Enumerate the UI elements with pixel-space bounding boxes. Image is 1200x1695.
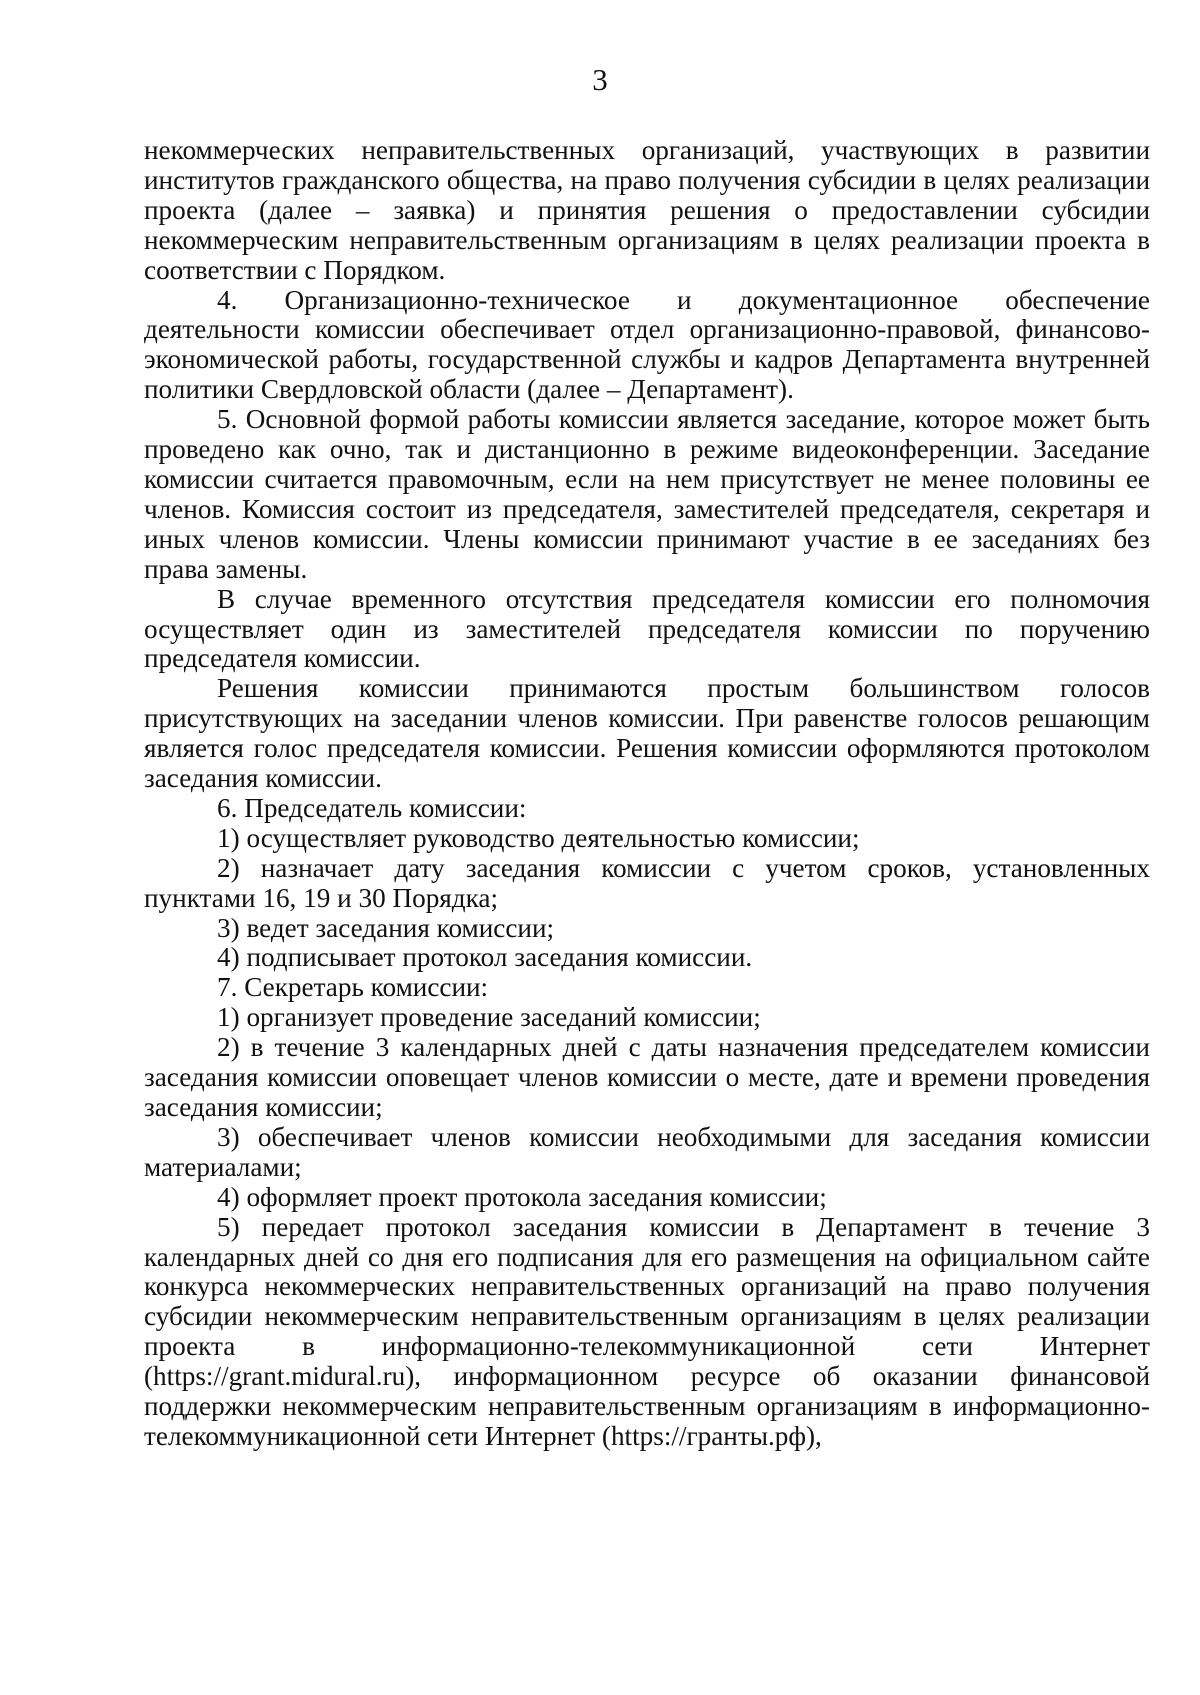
paragraph-secretary-duty-2: 2) в течение 3 календарных дней с даты назначения председателем комиссии заседания комиссии оповещает членов комиссии о месте, дате и времени проведения заседания комиссии;: [144, 1032, 1150, 1122]
paragraph-item-7-heading: 7. Секретарь комиссии:: [217, 972, 489, 1003]
paragraph-item-6-heading: 6. Председатель комиссии:: [217, 792, 527, 823]
paragraph-secretary-duty-1: 1) организует проведение заседаний комиссии;: [217, 1002, 761, 1033]
paragraph-chair-duty-2: 2) назначает дату заседания комиссии с учетом сроков, установленных пунктами 16, 19 и 30 Порядка;: [144, 852, 1150, 913]
paragraph-secretary-duty-4: 4) оформляет проект протокола заседания комиссии;: [217, 1181, 827, 1212]
paragraph-item-4: 4. Организационно-техническое и документационное обеспечение деятельности комиссии обеспечивает отдел организационно-правовой, финансово-экономической работы, государственной службы и кадров Департамента внутренней политики Свердловской области (далее – Департамент).: [144, 284, 1150, 405]
paragraph-item-5: 5. Основной формой работы комиссии является заседание, которое может быть проведено как очно, так и дистанционно в режиме видеоконференции. Заседание комиссии считается правомочным, если на нем присутствует не менее половины ее членов. Комиссия состоит из председателя, заместителей председателя, секретаря и иных членов комиссии. Члены комиссии принимают участие в ее заседаниях без права замены.: [144, 404, 1150, 584]
paragraph-chair-duty-4: 4) подписывает протокол заседания комиссии.: [217, 942, 753, 973]
paragraph-continuation: некоммерческих неправительственных организаций, участвующих в развитии институтов гражданского общества, на право получения субсидии в целях реализации проекта (далее – заявка) и принятия решения о предоставлении субсидии некоммерческим неправительственным организациям в целях реализации проекта в соответствии с Порядком.: [144, 135, 1150, 285]
page-number: 3: [592, 62, 608, 97]
paragraph-chair-absence: В случае временного отсутствия председателя комиссии его полномочия осуществляет один из заместителей председателя комиссии по поручению председателя комиссии.: [144, 583, 1150, 674]
paragraph-chair-duty-1: 1) осуществляет руководство деятельностью комиссии;: [217, 822, 860, 853]
paragraph-decisions: Решения комиссии принимаются простым большинством голосов присутствующих на заседании членов комиссии. При равенстве голосов решающим является голос председателя комиссии. Решения комиссии оформляются протоколом заседания комиссии.: [144, 673, 1150, 794]
document-body: [144, 136, 1150, 1452]
paragraph-secretary-duty-3: 3) обеспечивает членов комиссии необходимыми для заседания комиссии материалами;: [144, 1121, 1150, 1182]
paragraph-secretary-duty-5: 5) передает протокол заседания комиссии в Департамент в течение 3 календарных дней со дня его подписания для его размещения на официальном сайте конкурса некоммерческих неправительственных организаций на право получения субсидии некоммерческим неправительственным организациям в целях реализации проекта в информационно-телекоммуникационной сети Интернет (https://grant.midural.ru), информационном ресурсе об оказании финансовой поддержки некоммерческим неправительственным организациям в информационно-телекоммуникационной сети Интернет (https://гранты.рф),: [144, 1211, 1150, 1451]
paragraph-chair-duty-3: 3) ведет заседания комиссии;: [217, 912, 555, 943]
